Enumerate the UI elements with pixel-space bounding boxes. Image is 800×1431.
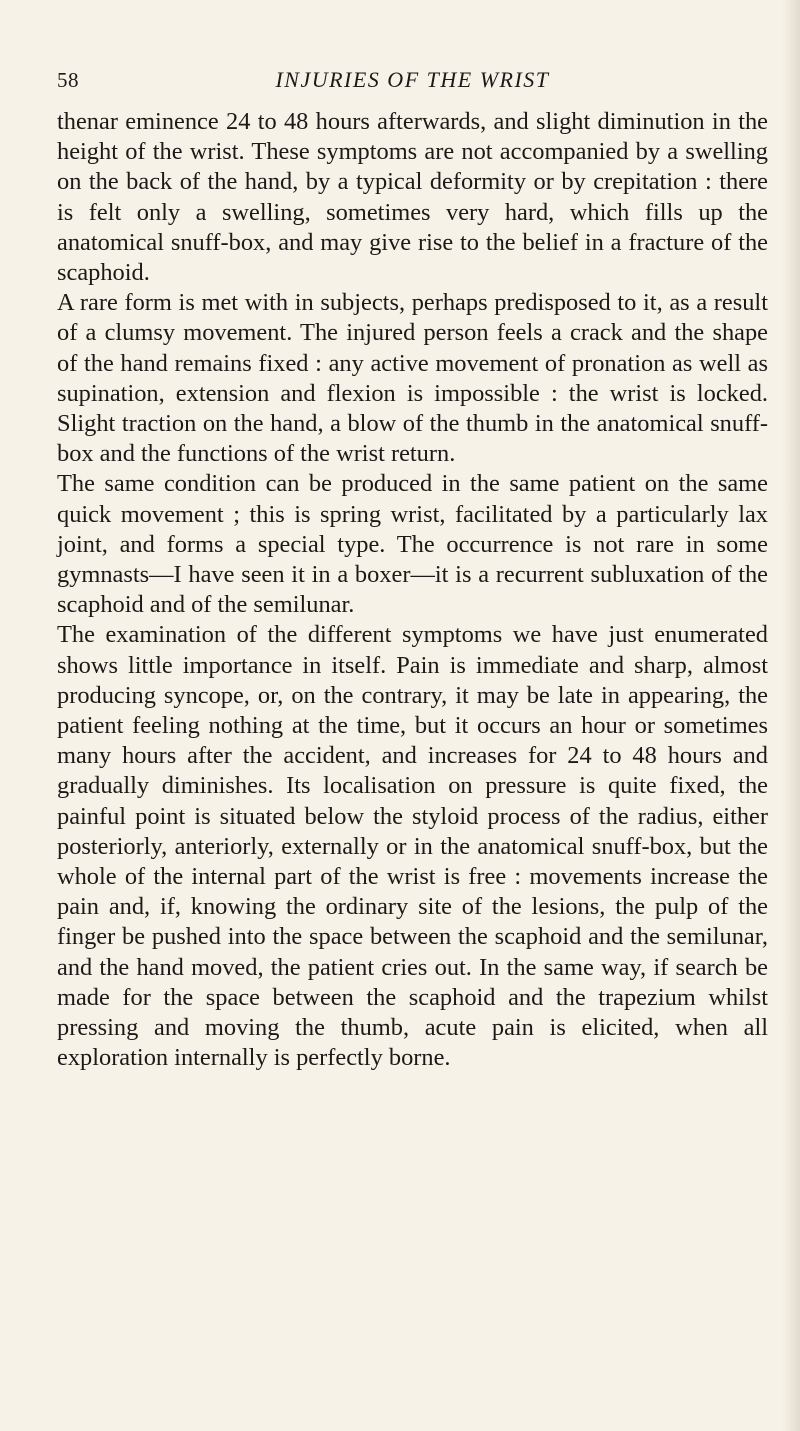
page-number: 58 <box>57 68 79 92</box>
paragraph: thenar eminence 24 to 48 hours afterwards, and slight diminution in the height of the wrist. These symptoms are not accompanied by a swelling on the back of the hand, by a typical deformity or by crepitation : there is felt only a swelling, sometimes very hard, which fills up the anatomical snuff-box, and may give rise to the belief in a fracture of the scaphoid. <box>57 108 768 287</box>
page-edge-shadow <box>782 0 800 1431</box>
paragraph: A rare form is met with in subjects, perhaps predisposed to it, as a result of a clumsy movement. The injured person feels a crack and the shape of the hand remains fixed : any active movement of pronation as well as supination, extension and flexion is impossible : the wrist is locked. Slight traction on the hand, a blow of the thumb in the anatomical snuff-box and the functions of the wrist return. <box>57 289 768 468</box>
page-header <box>57 68 768 98</box>
body-text <box>57 107 768 1074</box>
running-head: INJURIES OF THE WRIST <box>275 67 550 92</box>
paragraph: The same condition can be produced in the same patient on the same quick movement ; this is spring wrist, facilitated by a particularly lax joint, and forms a special type. The occurrence is not rare in some gymnasts—I have seen it in a boxer—it is a recurrent subluxation of the scaphoid and of the semilunar. <box>57 470 768 619</box>
paragraph: The examination of the different symptoms we have just enumerated shows little importance in itself. Pain is immediate and sharp, almost producing syncope, or, on the contrary, it may be late in appearing, the patient feeling nothing at the time, but it occurs an hour or sometimes many hours after the accident, and increases for 24 to 48 hours and gradually diminishes. Its localisation on pressure is quite fixed, the painful point is situated below the styloid process of the radius, either posteriorly, anteriorly, externally or in the anatomical snuff-box, but the whole of the internal part of the wrist is free : movements increase the pain and, if, knowing the ordinary site of the lesions, the pulp of the finger be pushed into the space between the scaphoid and the semilunar, and the hand moved, the patient cries out. In the same way, if search be made for the space between the scaphoid and the trapezium whilst pressing and moving the thumb, acute pain is elicited, when all exploration internally is perfectly borne. <box>57 621 768 1072</box>
